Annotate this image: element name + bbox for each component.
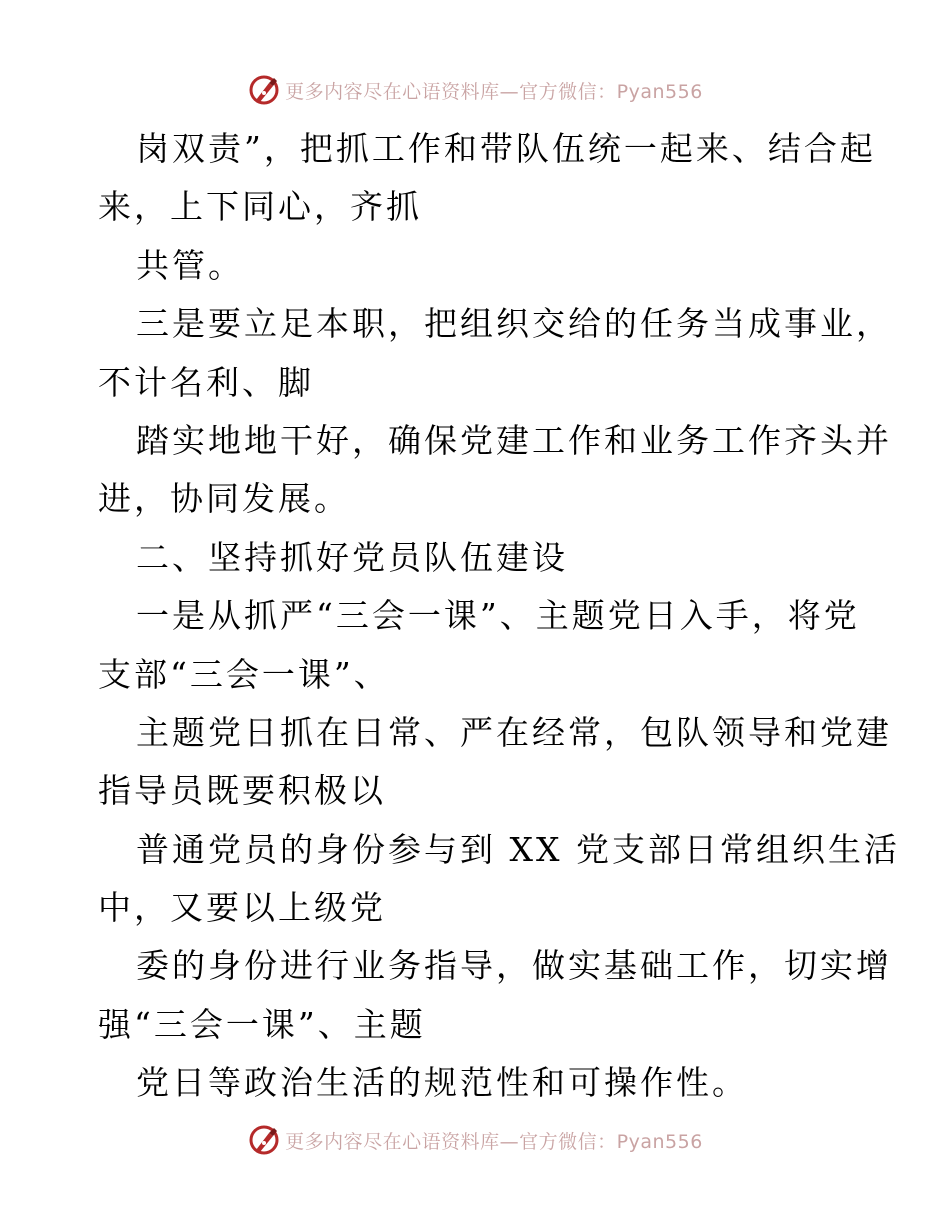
text-line: 来，上下同心，齐抓 bbox=[98, 187, 422, 227]
text-line: 党日等政治生活的规范性和可操作性。 bbox=[136, 1063, 748, 1103]
text-line: 进，协同发展。 bbox=[98, 479, 350, 519]
text-line: 中，又要以上级党 bbox=[98, 888, 386, 928]
text-line: 二、坚持抓好党员队伍建设 bbox=[136, 537, 568, 577]
text-line: 指导员既要积极以 bbox=[98, 771, 386, 811]
document-body bbox=[98, 120, 900, 1113]
text-line: 一是从抓严“三会一课”、主题党日入手，将党 bbox=[136, 596, 860, 636]
text-line: 普通党员的身份参与到 XX 党支部日常组织生活 bbox=[136, 829, 900, 869]
text-line: 共管。 bbox=[136, 245, 244, 285]
text-line: 支部“三会一课”、 bbox=[98, 654, 390, 694]
header-watermark bbox=[0, 70, 950, 110]
header-watermark-text: 更多内容尽在心语资料库—官方微信：Pyan556 bbox=[285, 80, 703, 103]
footer-watermark-text: 更多内容尽在心语资料库—官方微信：Pyan556 bbox=[285, 1130, 703, 1153]
footer-watermark bbox=[0, 1120, 950, 1160]
text-line: 不计名利、脚 bbox=[98, 362, 314, 402]
pen-nib-logo-icon bbox=[247, 73, 281, 107]
text-line: 岗双责”，把抓工作和带队伍统一起来、结合起 bbox=[136, 129, 876, 168]
pen-nib-logo-icon bbox=[247, 1123, 281, 1157]
text-line: 主题党日抓在日常、严在经常，包队领导和党建 bbox=[136, 712, 892, 752]
text-line: 委的身份进行业务指导，做实基础工作，切实增 bbox=[136, 946, 892, 986]
text-line: 三是要立足本职，把组织交给的任务当成事业， bbox=[136, 304, 892, 344]
text-line: 踏实地地干好，确保党建工作和业务工作齐头并 bbox=[136, 420, 892, 460]
text-line: 强“三会一课”、主题 bbox=[98, 1004, 426, 1044]
